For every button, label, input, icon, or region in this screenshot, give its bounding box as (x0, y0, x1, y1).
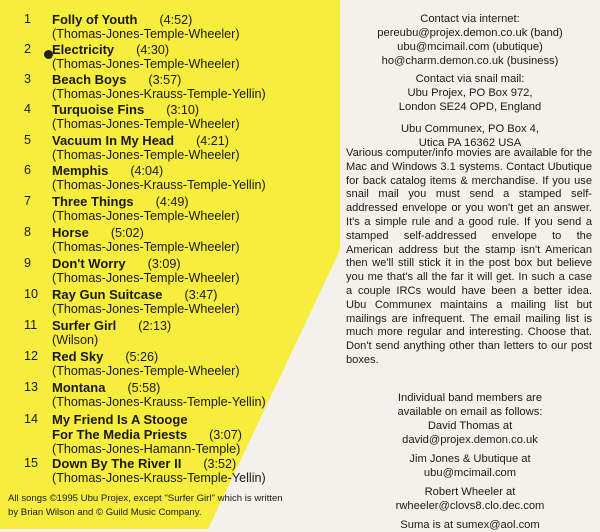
track-number: 15 (24, 456, 39, 470)
track-number: 3 (24, 72, 32, 86)
track-title-line (52, 102, 199, 118)
track-title: Folly of Youth (52, 12, 138, 27)
track-number: 5 (24, 133, 32, 147)
track-credits: (Thomas-Jones-Krauss-Temple-Yellin) (52, 87, 266, 101)
email-ubutique: ubu@mcimail.com (ubutique) (397, 41, 543, 53)
track-title: Turquoise Fins (52, 102, 145, 117)
track-number: 10 (24, 287, 39, 301)
track-title-line (52, 42, 169, 58)
track-credits: (Thomas-Jones-Krauss-Temple-Yellin) (52, 471, 266, 485)
track-duration: (4:52) (159, 13, 193, 27)
track-title: Electricity (52, 42, 115, 57)
address-london-2: London SE24 OPD, England (398, 101, 542, 113)
member-email: rwheeler@clovs8.clo.dec.com (395, 500, 545, 512)
track-number: 8 (24, 225, 32, 239)
member-emails (350, 391, 590, 532)
track-title: Ray Gun Suitcase (52, 287, 163, 302)
track-credits: (Wilson) (52, 333, 99, 347)
track-title-line (52, 12, 192, 28)
track-title: Down By The River II (52, 456, 182, 471)
track-credits: (Thomas-Jones-Krauss-Temple-Yellin) (52, 178, 266, 192)
track-number: 14 (24, 412, 39, 426)
track-credits: (Thomas-Jones-Temple-Wheeler) (52, 209, 240, 223)
address-london-1: Ubu Projex, PO Box 972, (407, 87, 533, 99)
track-number: 1 (24, 12, 32, 26)
track-duration: (4:21) (196, 134, 229, 148)
track-title-line (52, 412, 188, 428)
track-title: My Friend Is A Stooge (52, 412, 188, 427)
track-title-line-2 (52, 427, 242, 443)
track-credits: (Thomas-Jones-Temple-Wheeler) (52, 27, 240, 41)
track-number: 2 (24, 42, 32, 56)
track-title: Vacuum In My Head (52, 133, 175, 148)
track-credits: (Thomas-Jones-Temple-Wheeler) (52, 240, 240, 254)
track-title: Memphis (52, 163, 109, 178)
track-duration: (3:52) (203, 457, 237, 471)
track-title: Don't Worry (52, 256, 126, 271)
internet-heading: Contact via internet: (420, 13, 520, 25)
track-duration: (3:10) (166, 103, 200, 117)
track-title-line (52, 72, 181, 88)
track-title: Horse (52, 225, 89, 240)
track-credits: (Thomas-Jones-Temple-Wheeler) (52, 302, 240, 316)
footer-line-1: All songs ©1995 Ubu Projex, except "Surfer Girl" which is written (8, 493, 283, 504)
member-email: ubu@mcimail.com (423, 467, 517, 479)
track-title-continued: For The Media Priests (52, 427, 188, 442)
track-title-line (52, 287, 217, 303)
members-heading-1: Individual band members are (397, 392, 543, 404)
email-band: pereubu@projex.demon.co.uk (band) (377, 27, 563, 39)
track-duration: (3:09) (147, 257, 181, 271)
address-utica-1: Ubu Communex, PO Box 4, (400, 123, 540, 135)
track-credits: (Thomas-Jones-Temple-Wheeler) (52, 271, 240, 285)
track-duration: (3:47) (184, 288, 218, 302)
members-heading-2: available on email as follows: (397, 406, 543, 418)
member-name: Robert Wheeler at (424, 486, 516, 498)
track-title-line (52, 456, 236, 472)
track-credits: (Thomas-Jones-Krauss-Temple-Yellin) (52, 395, 266, 409)
track-title: Surfer Girl (52, 318, 117, 333)
track-number: 9 (24, 256, 32, 270)
contact-internet (350, 12, 590, 68)
track-credits: (Thomas-Jones-Temple-Wheeler) (52, 148, 240, 162)
track-title-line (52, 349, 158, 365)
track-credits: (Thomas-Jones-Temple-Wheeler) (52, 364, 240, 378)
track-title-line (52, 163, 163, 179)
member-name: David Thomas at (427, 420, 513, 432)
track-number: 11 (24, 318, 38, 332)
track-duration: (5:26) (125, 350, 159, 364)
copyright-footer (8, 492, 338, 520)
track-number: 4 (24, 102, 32, 116)
track-title-line (52, 194, 189, 210)
email-business: ho@charm.demon.co.uk (business) (381, 55, 559, 67)
track-number: 13 (24, 380, 39, 394)
info-paragraph: Various computer/info movies are available for the Mac and Windows 3.1 systems. Contact Ubutique for back catalog items & merchandise. If you use snail mail you must send a stamped self-addressed envelope or you won't get an answer. It's a simple rule and a good rule. If you send a stamped self-addressed envelope to the American address but the stamp isn't American then we'll still stick it in the post box but believe you me that's all the far it will get. In such a case a couple IRCs would have been a better idea. Ubu Communex maintains a mailing list but mailings are infrequent. The email mailing list is much more regular and interesting. Choose that. Don't send anything other than letters to our post boxes. (346, 147, 592, 366)
track-number: 12 (24, 349, 39, 363)
suma-email: Suma is at sumex@aol.com (400, 519, 540, 531)
track-title-line (52, 133, 229, 149)
track-credits: (Thomas-Jones-Temple-Wheeler) (52, 117, 240, 131)
member-email: david@projex.demon.co.uk (402, 434, 538, 446)
track-credits: (Thomas-Jones-Temple-Wheeler) (52, 57, 240, 71)
track-duration: (3:57) (148, 73, 182, 87)
track-title: Montana (52, 380, 106, 395)
track-title: Red Sky (52, 349, 104, 364)
track-title-line (52, 380, 160, 396)
member-name: Jim Jones & Ubutique at (409, 453, 531, 465)
track-duration: (4:30) (136, 43, 170, 57)
snail-heading: Contact via snail mail: (415, 73, 525, 85)
track-credits: (Thomas-Jones-Hamann-Temple) (52, 442, 241, 456)
track-duration: (5:02) (110, 226, 144, 240)
track-duration: (4:04) (130, 164, 164, 178)
track-duration: (3:07) (209, 428, 242, 442)
track-title-line (52, 318, 171, 334)
track-duration: (2:13) (138, 319, 172, 333)
track-duration: (4:49) (155, 195, 189, 209)
address-utica-2: Utica PA 16362 USA (418, 137, 522, 149)
track-duration: (5:58) (127, 381, 161, 395)
track-title: Three Things (52, 194, 134, 209)
contact-snail (350, 72, 590, 150)
track-title-line (52, 225, 144, 241)
track-number: 7 (24, 194, 32, 208)
track-number: 6 (24, 163, 32, 177)
footer-line-2: by Brian Wilson and © Guild Music Company. (8, 507, 202, 518)
track-title-line (52, 256, 181, 272)
track-title: Beach Boys (52, 72, 127, 87)
